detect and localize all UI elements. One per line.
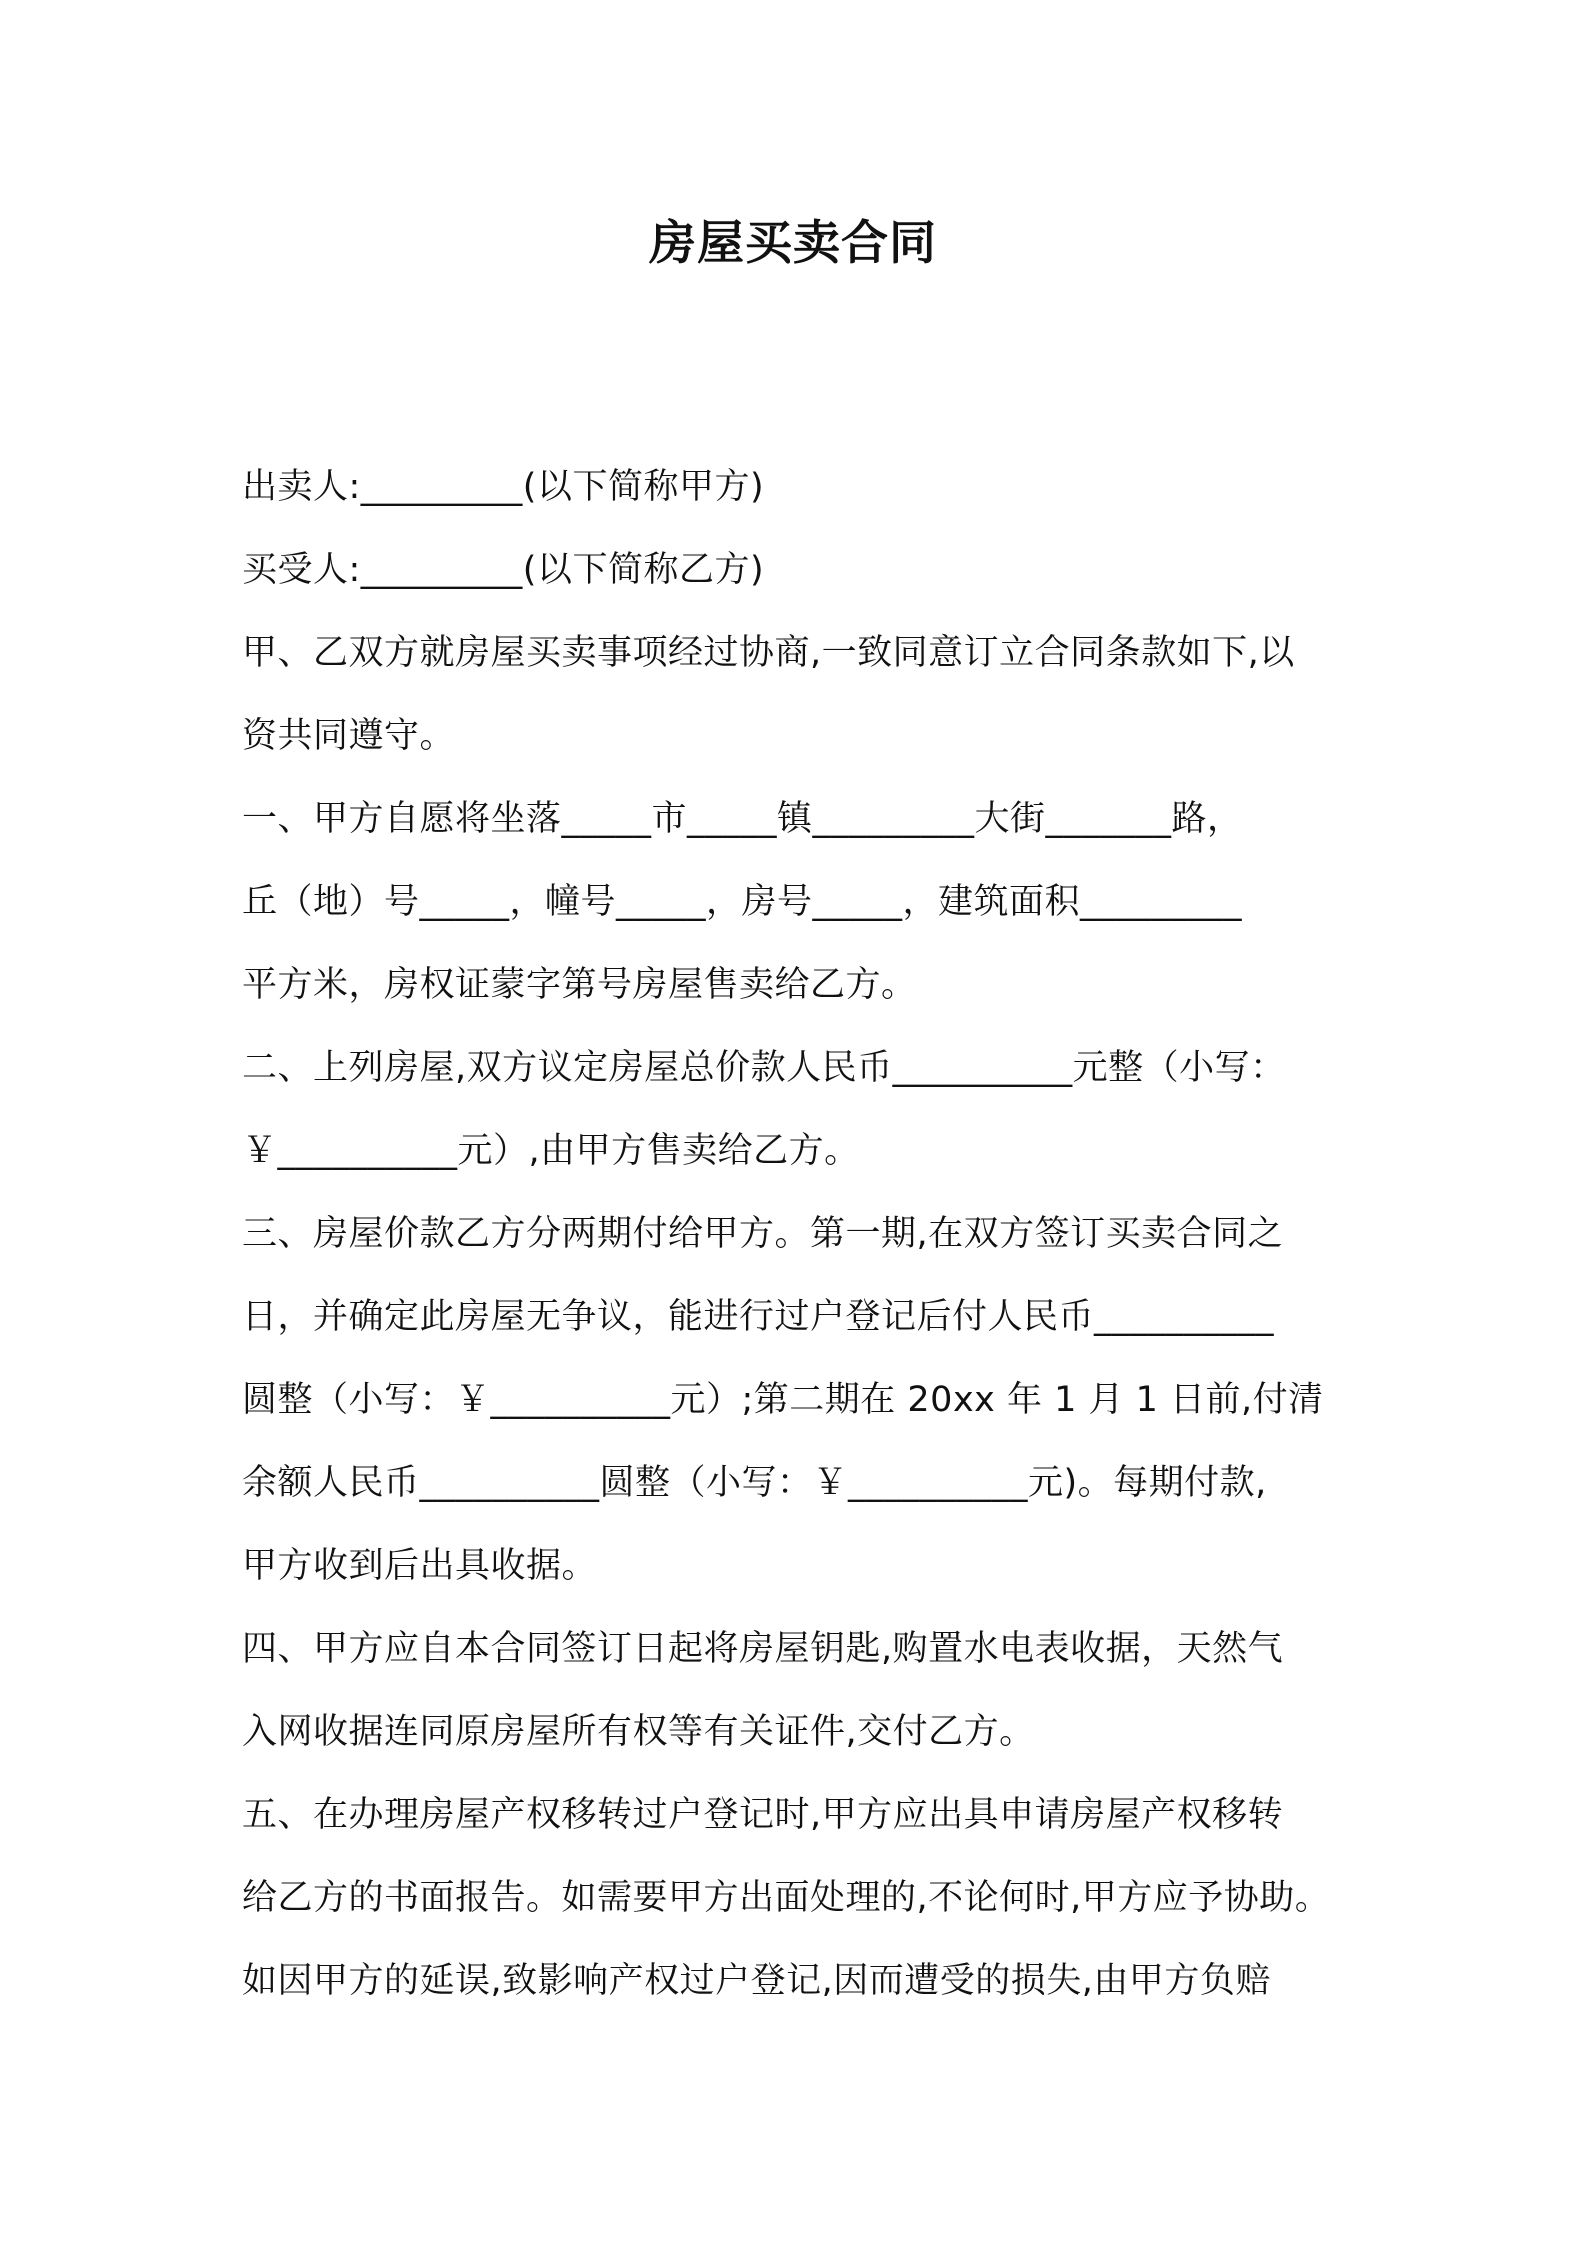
clause-2-line-1: 二、上列房屋,双方议定房屋总价款人民币__________元整（小写： xyxy=(242,1048,1286,1088)
clause-1-line-1: 一、甲方自愿将坐落_____市_____镇_________大街_______路， xyxy=(242,799,1243,839)
clause-4-line-2: 入网收据连同原房屋所有权等有关证件,交付乙方。 xyxy=(242,1712,1035,1752)
clause-3-line-4: 余额人民币__________圆整（小写：￥__________元)。每期付款, xyxy=(242,1463,1267,1503)
seller-line: 出卖人:_________(以下简称甲方) xyxy=(242,467,765,507)
clause-2-line-2: ￥__________元）,由甲方售卖给乙方。 xyxy=(242,1131,860,1171)
clause-5-line-2: 给乙方的书面报告。如需要甲方出面处理的,不论何时,甲方应予协助。 xyxy=(242,1878,1331,1918)
clause-3-line-5: 甲方收到后出具收据。 xyxy=(242,1546,598,1586)
buyer-line: 买受人:_________(以下简称乙方) xyxy=(242,550,765,590)
clause-4-line-1: 四、甲方应自本合同签订日起将房屋钥匙,购置水电表收据，天然气 xyxy=(242,1629,1284,1669)
preamble-line-1: 甲、乙双方就房屋买卖事项经过协商,一致同意订立合同条款如下,以 xyxy=(242,633,1295,673)
contract-body xyxy=(242,446,1392,2023)
clause-1-line-3: 平方米，房权证蒙字第号房屋售卖给乙方。 xyxy=(242,965,917,1005)
clause-1-line-2: 丘（地）号_____，幢号_____，房号_____，建筑面积_________ xyxy=(242,882,1243,922)
preamble-line-2: 资共同遵守。 xyxy=(242,716,456,756)
clause-5-line-1: 五、在办理房屋产权移转过户登记时,甲方应出具申请房屋产权移转 xyxy=(242,1795,1284,1835)
clause-3-line-3: 圆整（小写：￥__________元）;第二期在 20xx 年 1 月 1 日前,付清 xyxy=(242,1380,1324,1420)
clause-3-line-2: 日，并确定此房屋无争议，能进行过户登记后付人民币__________ xyxy=(242,1297,1275,1337)
document-title: 房屋买卖合同 xyxy=(649,216,937,271)
clause-5-line-3: 如因甲方的延误,致影响产权过户登记,因而遭受的损失,由甲方负赔 xyxy=(242,1961,1271,2001)
clause-3-line-1: 三、房屋价款乙方分两期付给甲方。第一期,在双方签订买卖合同之 xyxy=(242,1214,1284,1254)
